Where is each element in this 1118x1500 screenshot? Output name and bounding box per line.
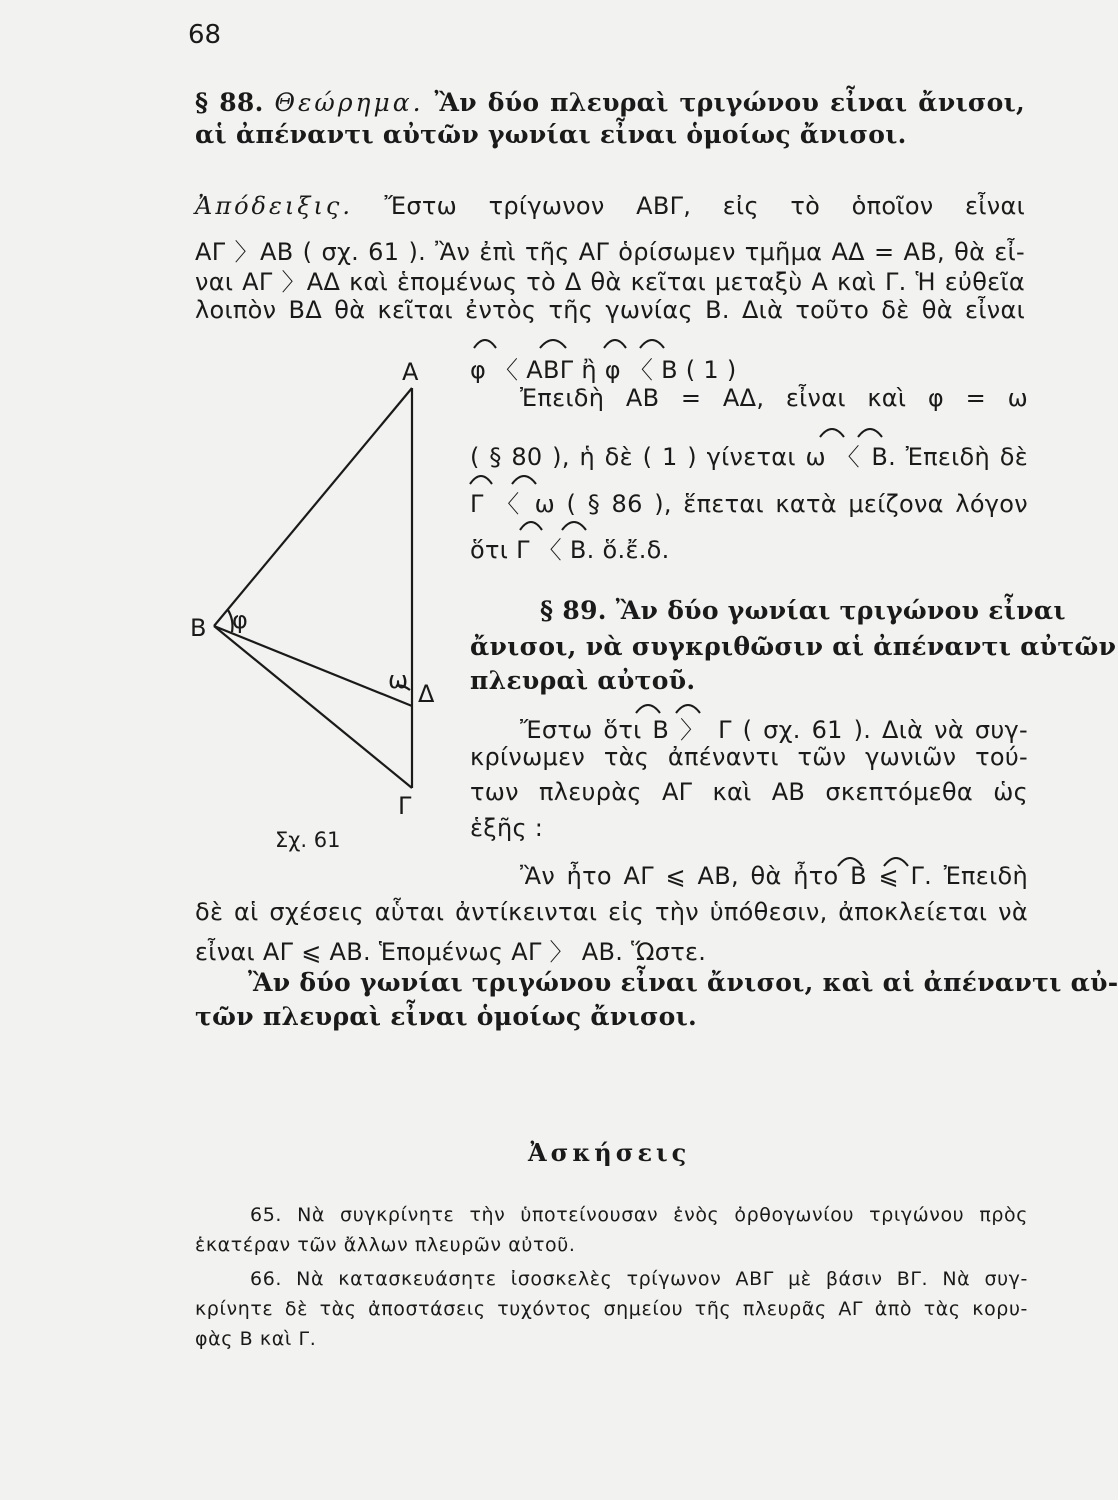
theorem-89-line8: Ἂν ἦτο ΑΓ ⩽ ΑΒ, θὰ ἦτο Β ⩽ Γ. Ἐπειδὴ xyxy=(520,862,1028,890)
figure-caption: Σχ. 61 xyxy=(275,828,341,852)
theorem-88-title: Θεώρημα. xyxy=(274,88,424,117)
page-number: 68 xyxy=(188,20,222,50)
proof-line-6: Ἐπειδὴ ΑΒ = ΑΔ, εἶναι καὶ φ = ω xyxy=(520,384,1028,412)
label-vertex-B: Β xyxy=(190,614,207,642)
proof-line-1-text: Ἔστω τρίγωνον ΑΒΓ, εἰς τὸ ὁποῖον εἶναι xyxy=(384,192,1025,220)
proof-line-5: φ 〈 ΑΒΓ ἢ φ 〈 Β ( 1 ) xyxy=(470,356,737,384)
exercise-65-line2: ἑκατέραν τῶν ἄλλων πλευρῶν αὐτοῦ. xyxy=(195,1234,576,1256)
theorem-89-line6: των πλευρὰς ΑΓ καὶ ΑΒ σκεπτόμεθα ὡς xyxy=(470,778,1028,806)
label-angle-omega: ω xyxy=(388,666,409,694)
theorem-88-line2: αἱ ἀπέναντι αὐτῶν γωνίαι εἶναι ὁμοίως ἄνισοι. xyxy=(195,120,907,149)
proof-line-3: ναι ΑΓ 〉ΑΔ καὶ ἑπομένως τὸ Δ θὰ κεῖται μεταξὺ Α καὶ Γ. Ἡ εὐθεῖα xyxy=(195,268,1025,296)
theorem-89-conclusion-1: Ἂν δύο γωνίαι τριγώνου εἶναι ἄνισοι, καὶ αἱ ἀπέναντι αὐ- xyxy=(248,968,1118,997)
proof-line-7: ( § 80 ), ἡ δὲ ( 1 ) γίνεται ω 〈 Β. Ἐπειδὴ δὲ xyxy=(470,443,1028,471)
theorem-89-label: § 89. xyxy=(540,596,607,625)
theorem-89-line1-text: Ἂν δύο γωνίαι τριγώνου εἶναι xyxy=(615,596,1066,625)
theorem-89-line9: δὲ αἱ σχέσεις αὗται ἀντίκεινται εἰς τὴν ὑπόθεσιν, ἀποκλείεται νὰ xyxy=(195,898,1028,926)
segment-BD xyxy=(214,626,412,706)
proof-title: Ἀπόδειξις. xyxy=(195,192,353,220)
theorem-89-line3: πλευραὶ αὐτοῦ. xyxy=(470,666,696,695)
theorem-89-line2: ἄνισοι, νὰ συγκριθῶσιν αἱ ἀπέναντι αὐτῶν xyxy=(470,632,1117,661)
label-vertex-A: Α xyxy=(402,358,419,386)
theorem-88-statement-1: Ἂν δύο πλευραὶ τριγώνου εἶναι ἄνισοι, xyxy=(434,88,1025,117)
label-angle-phi: φ xyxy=(232,606,248,634)
theorem-89-line4: Ἔστω ὅτι Β 〉 Γ ( σχ. 61 ). Διὰ νὰ συγ- xyxy=(520,716,1028,744)
proof-line-8: Γ 〈 ω ( § 86 ), ἕπεται κατὰ μείζονα λόγον xyxy=(470,490,1028,518)
side-BG xyxy=(214,626,412,788)
theorem-89-conclusion-2: τῶν πλευραὶ εἶναι ὁμοίως ἄνισοι. xyxy=(195,1002,698,1031)
exercise-66-line2: κρίνητε δὲ τὰς ἀποστάσεις τυχόντος σημείου τῆς πλευρᾶς ΑΓ ἀπὸ τὰς κορυ- xyxy=(195,1298,1028,1320)
proof-line-4: λοιπὸν ΒΔ θὰ κεῖται ἐντὸς τῆς γωνίας Β. Διὰ τοῦτο δὲ θὰ εἶναι xyxy=(195,296,1025,324)
label-point-D: Δ xyxy=(418,680,435,708)
side-AB xyxy=(214,388,412,626)
theorem-89-line7: ἑξῆς : xyxy=(470,814,544,842)
proof-line-9: ὅτι Γ 〈 Β. ὅ.ἔ.δ. xyxy=(470,536,670,564)
exercise-66-line1: 66. Νὰ κατασκευάσητε ἰσοσκελὲς τρίγωνον ΑΒΓ μὲ βάσιν ΒΓ. Νὰ συγ- xyxy=(250,1268,1028,1290)
label-vertex-G: Γ xyxy=(398,792,412,820)
theorem-89-line5: κρίνωμεν τὰς ἀπέναντι τῶν γωνιῶν τού- xyxy=(470,743,1028,771)
theorem-89-line10: εἶναι ΑΓ ⩽ ΑΒ. Ἑπομένως ΑΓ 〉 ΑΒ. Ὥστε. xyxy=(195,938,707,966)
proof-line-2: ΑΓ 〉ΑΒ ( σχ. 61 ). Ἂν ἐπὶ τῆς ΑΓ ὁρίσωμεν τμῆμα ΑΔ = ΑΒ, θὰ εἶ- xyxy=(195,238,1025,266)
exercises-heading: Ἀσκήσεις xyxy=(528,1138,691,1167)
exercise-65-line1: 65. Νὰ συγκρίνητε τὴν ὑποτείνουσαν ἑνὸς ὀρθογωνίου τριγώνου πρὸς xyxy=(250,1204,1028,1226)
exercise-66-line3: φὰς Β καὶ Γ. xyxy=(195,1328,317,1350)
theorem-88-label: § 88. xyxy=(195,88,264,117)
